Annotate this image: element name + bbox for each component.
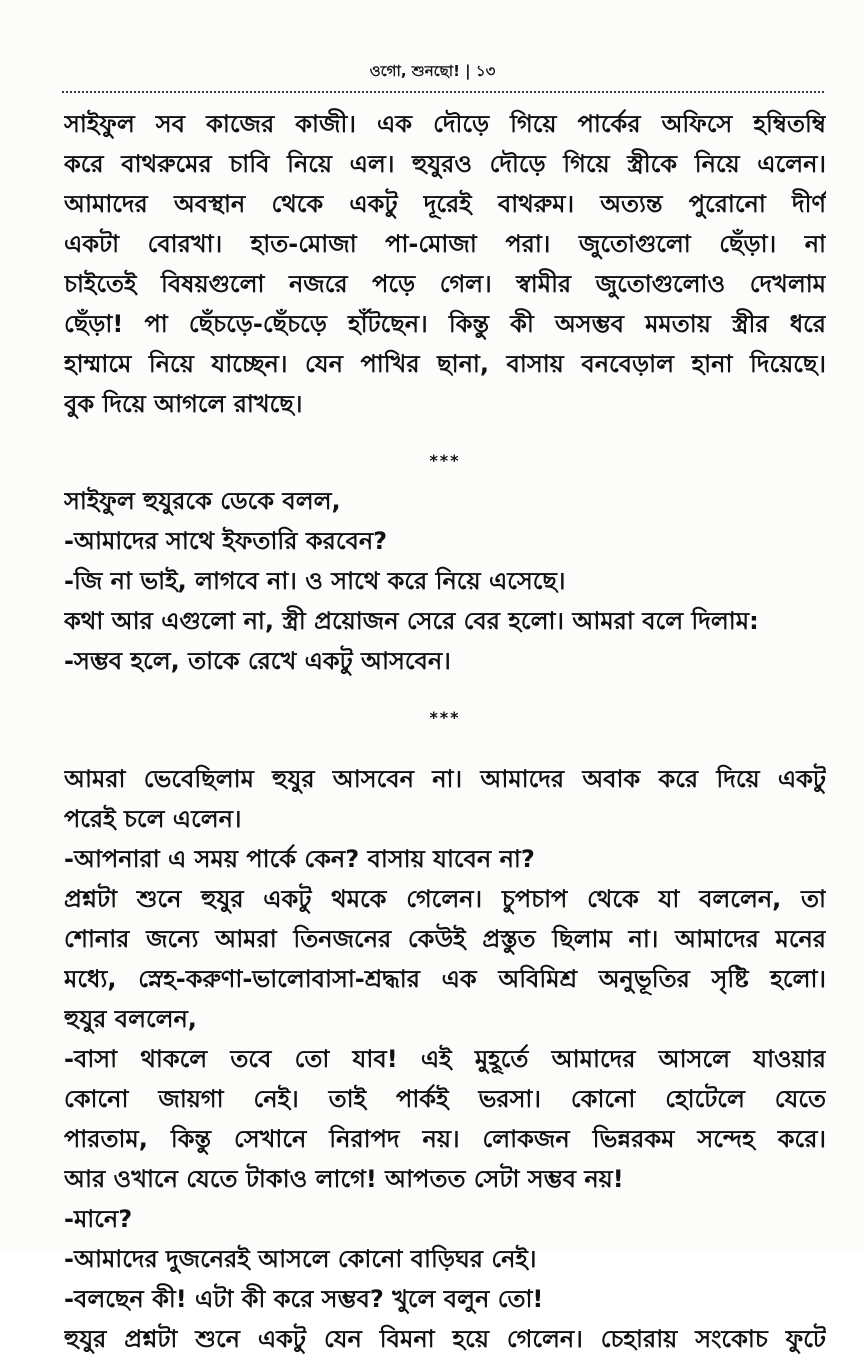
text-line: -সম্ভব হলে, তাকে রেখে একটু আসবেন।	[64, 647, 451, 675]
text-line: মধ্যে, স্নেহ-করুণা-ভালোবাসা-শ্রদ্ধার এক অবিমিশ্র অনুভূতির সৃষ্টি হলো।	[64, 965, 826, 993]
text-line: ছেঁড়া! পা ছেঁচড়ে-ছেঁচড়ে হাঁটছেন। কিন্তু কী অসম্ভব মমতায় স্ত্রীর ধরে	[64, 310, 826, 338]
paragraph-2	[64, 481, 826, 681]
text-line: করে বাথরুমের চাবি নিয়ে এল। হুযুরও দৌড়ে গিয়ে স্ত্রীকে নিয়ে এলেন।	[64, 150, 826, 178]
header-divider	[62, 91, 824, 93]
section-separator: ***	[429, 708, 461, 727]
paragraph-3	[64, 759, 826, 1359]
paragraph-1	[64, 104, 826, 424]
text-line: পারতাম, কিন্তু সেখানে নিরাপদ নয়। লোকজন ভিন্নরকম সন্দেহ করে।	[64, 1125, 826, 1153]
text-line: -মানে?	[64, 1205, 133, 1233]
text-line: সাইফুল সব কাজের কাজী। এক দৌড়ে গিয়ে পার্কের অফিসে হম্বিতম্বি	[64, 110, 826, 138]
text-line: -জি না ভাই, লাগবে না। ও সাথে করে নিয়ে এসেছে।	[64, 567, 566, 595]
section-gap	[64, 681, 826, 698]
text-line: -আমাদের সাথে ইফতারি করবেন?	[64, 527, 388, 555]
text-line: -বাসা থাকলে তবে তো যাব! এই মুহূর্তে আমাদের আসলে যাওয়ার	[64, 1045, 826, 1073]
text-line: বুক দিয়ে আগলে রাখছে।	[64, 390, 303, 418]
text-line: আমরা ভেবেছিলাম হুযুর আসবেন না। আমাদের অবাক করে দিয়ে একটু	[64, 765, 826, 793]
running-header: ওগো, শুনছো! | ১৩	[369, 62, 496, 80]
text-line: প্রশ্নটা শুনে হুযুর একটু থমকে গেলেন। চুপচাপ থেকে যা বললেন, তা	[64, 885, 826, 913]
section-gap	[64, 424, 826, 441]
text-line: পরেই চলে এলেন।	[64, 805, 242, 833]
text-line: কোনো জায়গা নেই। তাই পার্কই ভরসা। কোনো হোটেলে যেতে	[64, 1085, 826, 1113]
text-line: হুযুর বললেন,	[64, 1005, 197, 1033]
text-line: চাইতেই বিষয়গুলো নজরে পড়ে গেল। স্বামীর জুতোগুলোও দেখলাম	[64, 270, 826, 298]
text-line: -আমাদের দুজনেরই আসলে কোনো বাড়িঘর নেই।	[64, 1245, 537, 1273]
text-line: -আপনারা এ সময় পার্কে কেন? বাসায় যাবেন না?	[64, 845, 535, 873]
text-line: একটা বোরখা। হাত-মোজা পা-মোজা পরা। জুতোগুলো ছেঁড়া। না	[64, 230, 826, 258]
text-line: আর ওখানে যেতে টাকাও লাগে! আপতত সেটা সম্ভব নয়!	[64, 1165, 624, 1193]
text-line: -বলছেন কী! এটা কী করে সম্ভব? খুলে বলুন তো!	[64, 1285, 544, 1313]
text-line: হাম্মামে নিয়ে যাচ্ছেন। যেন পাখির ছানা, বাসায় বনবেড়াল হানা দিয়েছে।	[64, 350, 826, 378]
text-line: হুযুর প্রশ্নটা শুনে একটু যেন বিমনা হয়ে গেলেন। চেহারায় সংকোচ ফুটে	[64, 1325, 826, 1353]
text-line: সাইফুল হুযুরকে ডেকে বলল,	[64, 487, 341, 515]
text-line: কথা আর এগুলো না, স্ত্রী প্রয়োজন সেরে বের হলো। আমরা বলে দিলাম:	[64, 607, 759, 635]
page-body	[64, 104, 826, 1359]
section-separator: ***	[429, 451, 461, 470]
text-line: শোনার জন্যে আমরা তিনজনের কেউই প্রস্তুত ছিলাম না। আমাদের মনের	[64, 925, 826, 953]
text-line: আমাদের অবস্থান থেকে একটু দূরেই বাথরুম। অত্যন্ত পুরোনো দীর্ণ	[64, 190, 826, 218]
section-gap	[64, 738, 826, 759]
